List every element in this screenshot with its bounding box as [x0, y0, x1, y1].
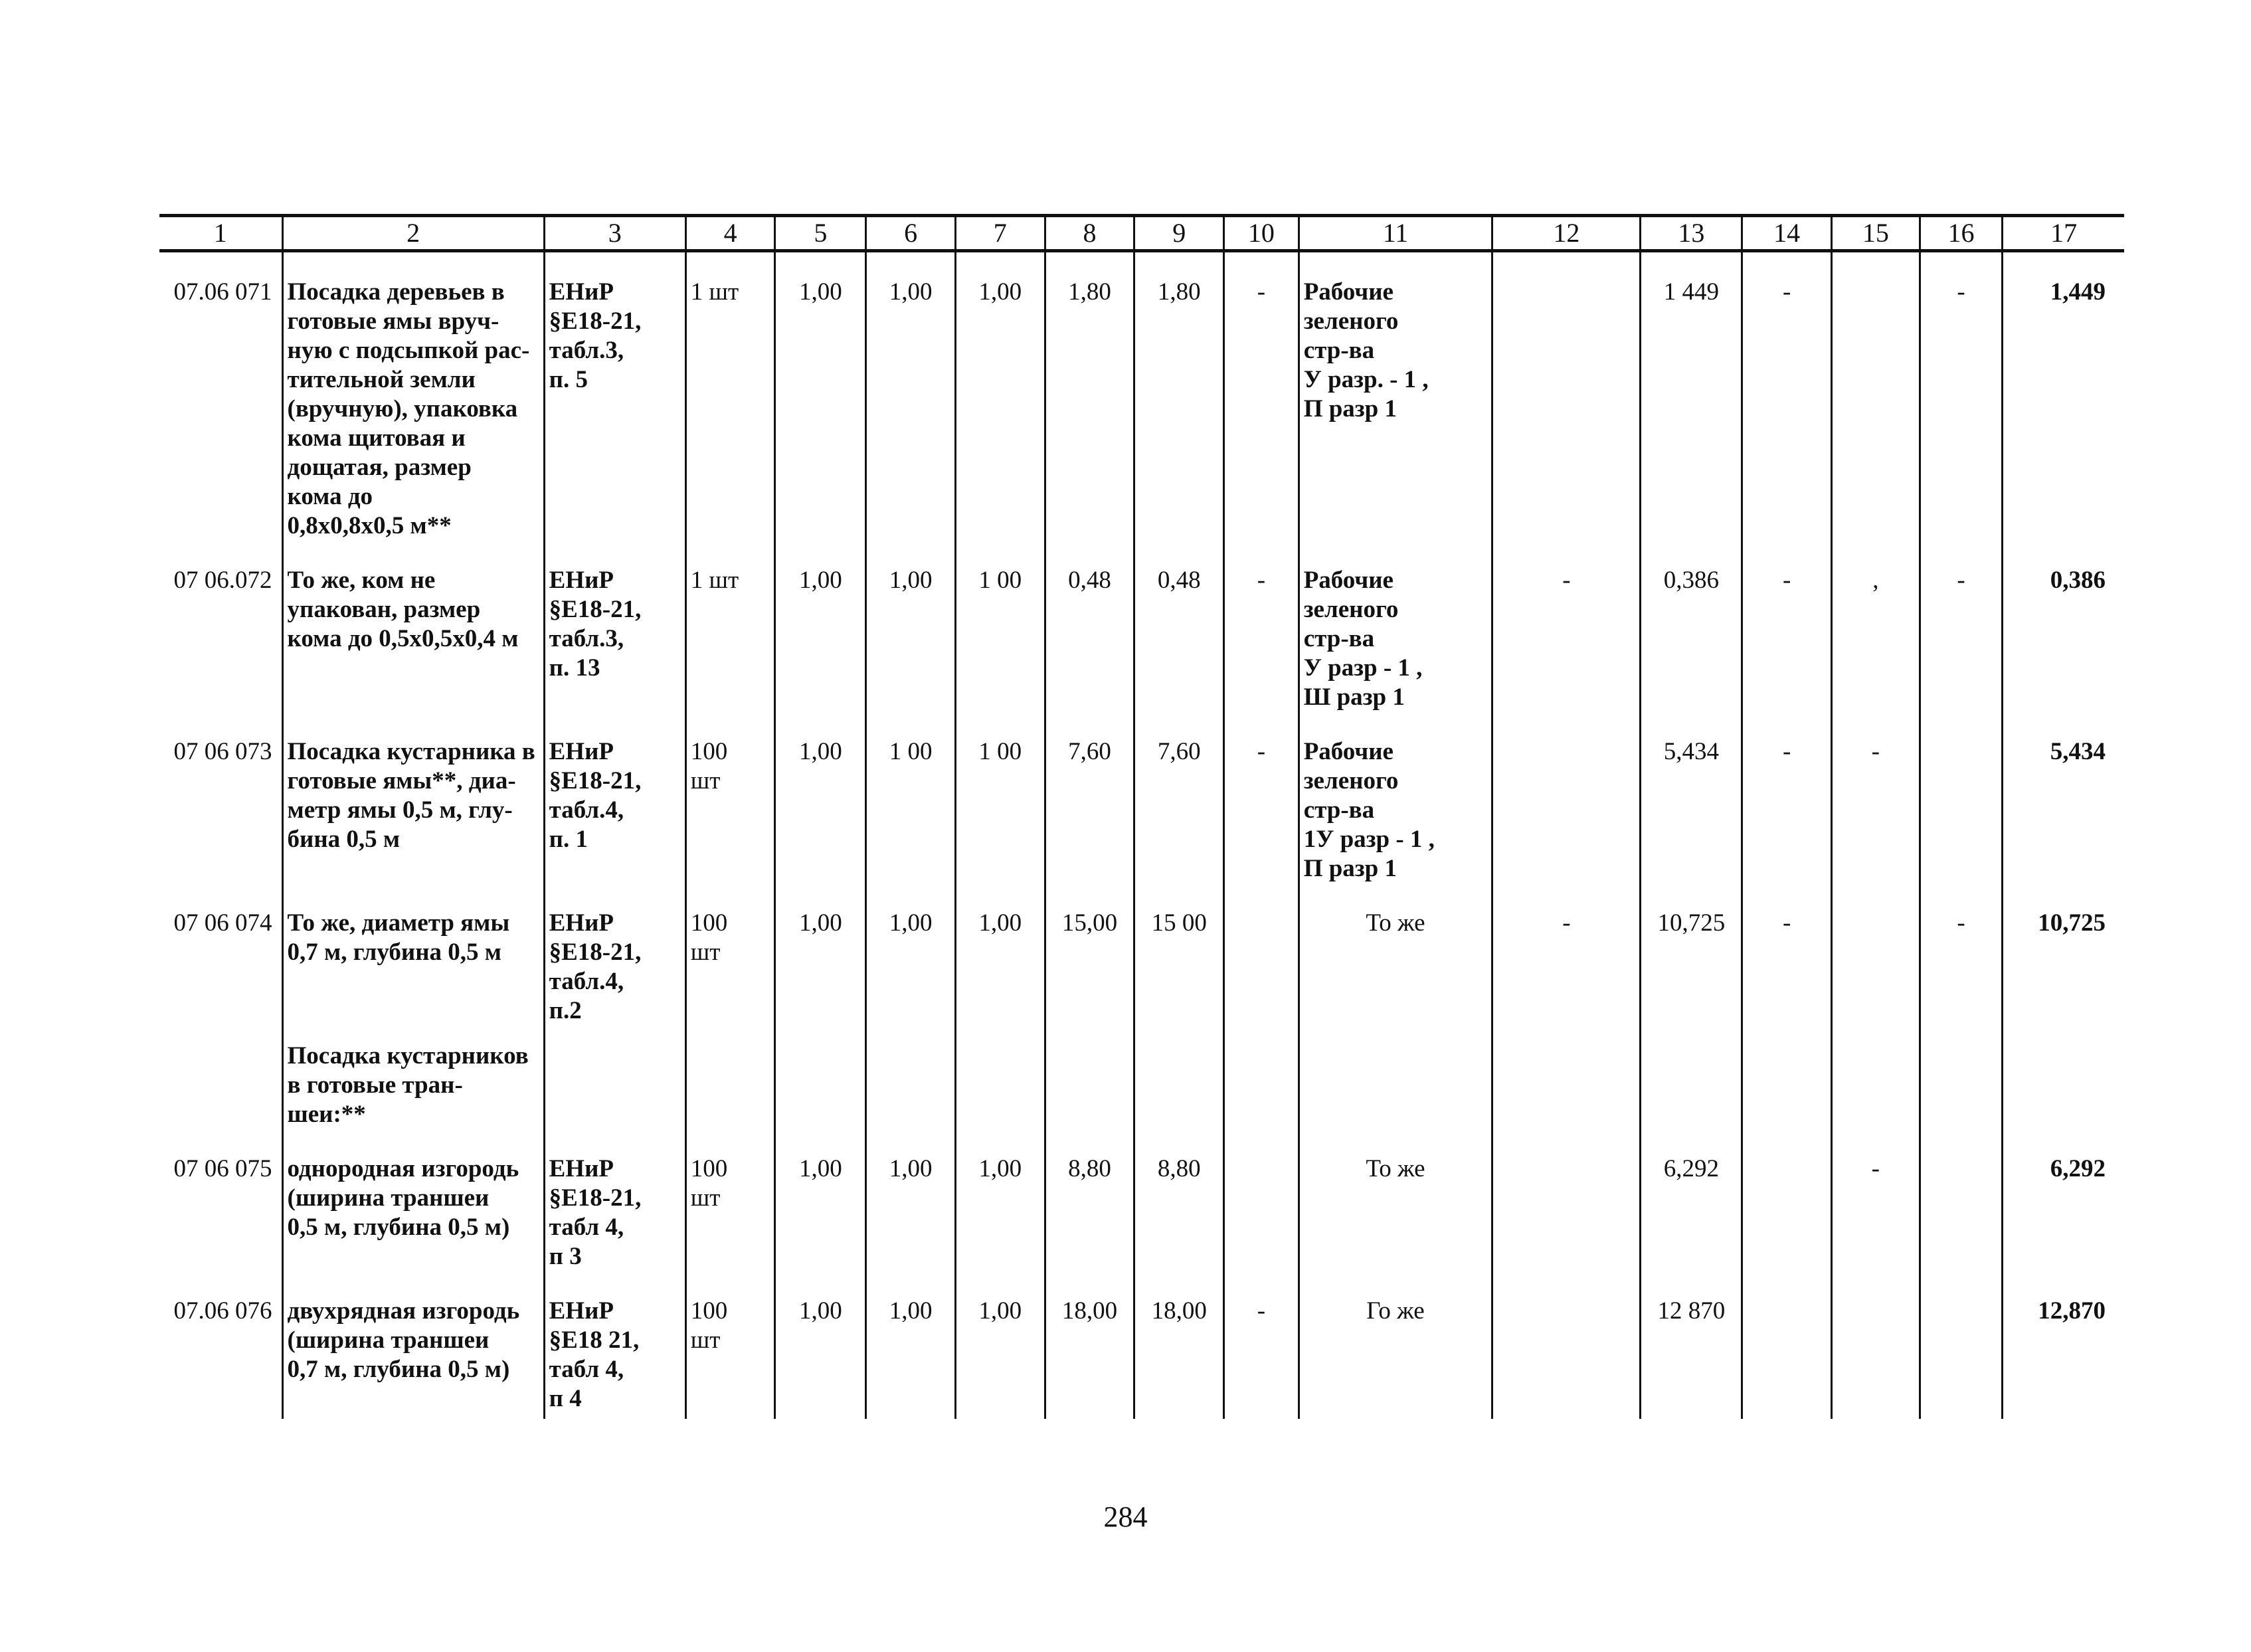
row-code: 07 06 074	[159, 883, 282, 1026]
crew-composition: То же	[1299, 883, 1492, 1026]
cell-14: -	[1742, 251, 1832, 541]
cell-15	[1831, 1271, 1920, 1419]
cell-13: 12 870	[1641, 1271, 1742, 1419]
column-header: 10	[1224, 216, 1299, 251]
cell-5: 1,00	[775, 541, 866, 712]
rates-table-sheet	[159, 214, 2124, 1419]
cell-6: 1 00	[866, 712, 956, 883]
cell-16	[1920, 712, 2003, 883]
cell-14: -	[1742, 541, 1832, 712]
header-row	[159, 216, 2124, 251]
table-row	[159, 1129, 2124, 1271]
section-heading: Посадка кустарников в готовые тран- шеи:**	[282, 1026, 544, 1129]
column-header: 4	[685, 216, 775, 251]
cell-14: -	[1742, 883, 1832, 1026]
column-header: 5	[775, 216, 866, 251]
cell-16	[1920, 1129, 2003, 1271]
column-header: 14	[1742, 216, 1832, 251]
column-header: 3	[544, 216, 685, 251]
cell-10: -	[1224, 712, 1299, 883]
unit	[685, 1026, 775, 1129]
cell-10	[1224, 1026, 1299, 1129]
cell-5	[775, 1026, 866, 1129]
cell-9: 8,80	[1134, 1129, 1224, 1271]
cell-9	[1134, 1026, 1224, 1129]
total-value: 6,292	[2003, 1129, 2124, 1271]
row-code	[159, 1026, 282, 1129]
cell-12	[1492, 1026, 1641, 1129]
column-header: 9	[1134, 216, 1224, 251]
work-description: То же, ком не упакован, размер кома до 0,5x0,5x0,4 м	[282, 541, 544, 712]
total-value: 12,870	[2003, 1271, 2124, 1419]
cell-13: 1 449	[1641, 251, 1742, 541]
cell-9: 15 00	[1134, 883, 1224, 1026]
rates-table	[159, 214, 2124, 1419]
cell-12	[1492, 712, 1641, 883]
row-code: 07.06 076	[159, 1271, 282, 1419]
norm-reference: ЕНиР §Е18-21, табл 4, п 3	[544, 1129, 685, 1271]
unit: 1 шт	[685, 251, 775, 541]
work-description: То же, диаметр ямы 0,7 м, глубина 0,5 м	[282, 883, 544, 1026]
norm-reference: ЕНиР §Е18-21, табл.4, п.2	[544, 883, 685, 1026]
cell-15	[1831, 883, 1920, 1026]
cell-14	[1742, 1026, 1832, 1129]
norm-reference: ЕНиР §Е18-21, табл.4, п. 1	[544, 712, 685, 883]
cell-10: -	[1224, 541, 1299, 712]
cell-14: -	[1742, 712, 1832, 883]
norm-reference: ЕНиР §Е18-21, табл.3, п. 5	[544, 251, 685, 541]
cell-5: 1,00	[775, 883, 866, 1026]
unit: 100 шт	[685, 1129, 775, 1271]
cell-16: -	[1920, 251, 2003, 541]
cell-9: 7,60	[1134, 712, 1224, 883]
cell-8: 1,80	[1045, 251, 1134, 541]
cell-7: 1,00	[955, 251, 1045, 541]
total-value: 5,434	[2003, 712, 2124, 883]
unit: 100 шт	[685, 883, 775, 1026]
crew-composition	[1299, 1026, 1492, 1129]
cell-7: 1,00	[955, 883, 1045, 1026]
cell-9: 18,00	[1134, 1271, 1224, 1419]
cell-7: 1,00	[955, 1271, 1045, 1419]
cell-12	[1492, 1271, 1641, 1419]
unit: 1 шт	[685, 541, 775, 712]
cell-16	[1920, 1271, 2003, 1419]
cell-5: 1,00	[775, 1129, 866, 1271]
column-header: 12	[1492, 216, 1641, 251]
cell-10	[1224, 883, 1299, 1026]
crew-composition: То же	[1299, 1129, 1492, 1271]
cell-14	[1742, 1129, 1832, 1271]
total-value: 0,386	[2003, 541, 2124, 712]
cell-10: -	[1224, 1271, 1299, 1419]
cell-7: 1 00	[955, 541, 1045, 712]
cell-16: -	[1920, 541, 2003, 712]
cell-14	[1742, 1271, 1832, 1419]
cell-6: 1,00	[866, 251, 956, 541]
cell-8: 7,60	[1045, 712, 1134, 883]
cell-7: 1 00	[955, 712, 1045, 883]
column-number-header	[159, 216, 2124, 251]
work-description: Посадка деревьев в готовые ямы вруч- ную с подсыпкой рас- тительной земли (вручную), упаковка кома щитовая и дощатая, размер кома до 0,8x0,8x0,5 м**	[282, 251, 544, 541]
column-header: 7	[955, 216, 1045, 251]
total-value: 1,449	[2003, 251, 2124, 541]
cell-5: 1,00	[775, 251, 866, 541]
cell-12: -	[1492, 883, 1641, 1026]
crew-composition: Рабочие зеленого стр-ва У разр - 1 , Ш разр 1	[1299, 541, 1492, 712]
cell-6: 1,00	[866, 1271, 956, 1419]
column-header: 11	[1299, 216, 1492, 251]
total-value: 10,725	[2003, 883, 2124, 1026]
cell-9: 1,80	[1134, 251, 1224, 541]
cell-7: 1,00	[955, 1129, 1045, 1271]
cell-13: 6,292	[1641, 1129, 1742, 1271]
cell-15	[1831, 251, 1920, 541]
cell-5: 1,00	[775, 712, 866, 883]
column-header: 16	[1920, 216, 2003, 251]
row-code: 07 06 075	[159, 1129, 282, 1271]
cell-6: 1,00	[866, 1129, 956, 1271]
column-header: 15	[1831, 216, 1920, 251]
work-description: двухрядная изгородь (ширина траншеи 0,7 м, глубина 0,5 м)	[282, 1271, 544, 1419]
cell-8: 18,00	[1045, 1271, 1134, 1419]
crew-composition: Рабочие зеленого стр-ва У разр. - 1 , П разр 1	[1299, 251, 1492, 541]
work-description: Посадка кустарника в готовые ямы**, диа- метр ямы 0,5 м, глу- бина 0,5 м	[282, 712, 544, 883]
cell-7	[955, 1026, 1045, 1129]
cell-6: 1,00	[866, 883, 956, 1026]
table-row	[159, 541, 2124, 712]
cell-15: -	[1831, 1129, 1920, 1271]
table-row	[159, 1271, 2124, 1419]
cell-8: 0,48	[1045, 541, 1134, 712]
cell-8: 8,80	[1045, 1129, 1134, 1271]
norm-reference: ЕНиР §Е18 21, табл 4, п 4	[544, 1271, 685, 1419]
column-header: 2	[282, 216, 544, 251]
cell-16: -	[1920, 883, 2003, 1026]
total-value	[2003, 1026, 2124, 1129]
column-header: 17	[2003, 216, 2124, 251]
cell-15: ,	[1831, 541, 1920, 712]
cell-10	[1224, 1129, 1299, 1271]
column-header: 13	[1641, 216, 1742, 251]
cell-13	[1641, 1026, 1742, 1129]
cell-6: 1,00	[866, 541, 956, 712]
cell-9: 0,48	[1134, 541, 1224, 712]
cell-13: 5,434	[1641, 712, 1742, 883]
cell-10: -	[1224, 251, 1299, 541]
row-code: 07 06 073	[159, 712, 282, 883]
cell-6	[866, 1026, 956, 1129]
cell-13: 10,725	[1641, 883, 1742, 1026]
cell-5: 1,00	[775, 1271, 866, 1419]
row-code: 07.06 071	[159, 251, 282, 541]
table-row	[159, 1026, 2124, 1129]
column-header: 8	[1045, 216, 1134, 251]
column-header: 1	[159, 216, 282, 251]
unit: 100 шт	[685, 712, 775, 883]
unit: 100 шт	[685, 1271, 775, 1419]
cell-15	[1831, 1026, 1920, 1129]
row-code: 07 06.072	[159, 541, 282, 712]
table-row	[159, 883, 2124, 1026]
cell-12: -	[1492, 541, 1641, 712]
cell-13: 0,386	[1641, 541, 1742, 712]
norm-reference: ЕНиР §Е18-21, табл.3, п. 13	[544, 541, 685, 712]
crew-composition: Рабочие зеленого стр-ва 1У разр - 1 , П разр 1	[1299, 712, 1492, 883]
work-description: однородная изгородь (ширина траншеи 0,5 м, глубина 0,5 м)	[282, 1129, 544, 1271]
cell-12	[1492, 1129, 1641, 1271]
cell-8	[1045, 1026, 1134, 1129]
cell-15: -	[1831, 712, 1920, 883]
column-header: 6	[866, 216, 956, 251]
cell-8: 15,00	[1045, 883, 1134, 1026]
cell-12	[1492, 251, 1641, 541]
cell-16	[1920, 1026, 2003, 1129]
norm-reference	[544, 1026, 685, 1129]
crew-composition: Го же	[1299, 1271, 1492, 1419]
table-row	[159, 251, 2124, 541]
table-row	[159, 712, 2124, 883]
page-number: 284	[1103, 1501, 1148, 1533]
